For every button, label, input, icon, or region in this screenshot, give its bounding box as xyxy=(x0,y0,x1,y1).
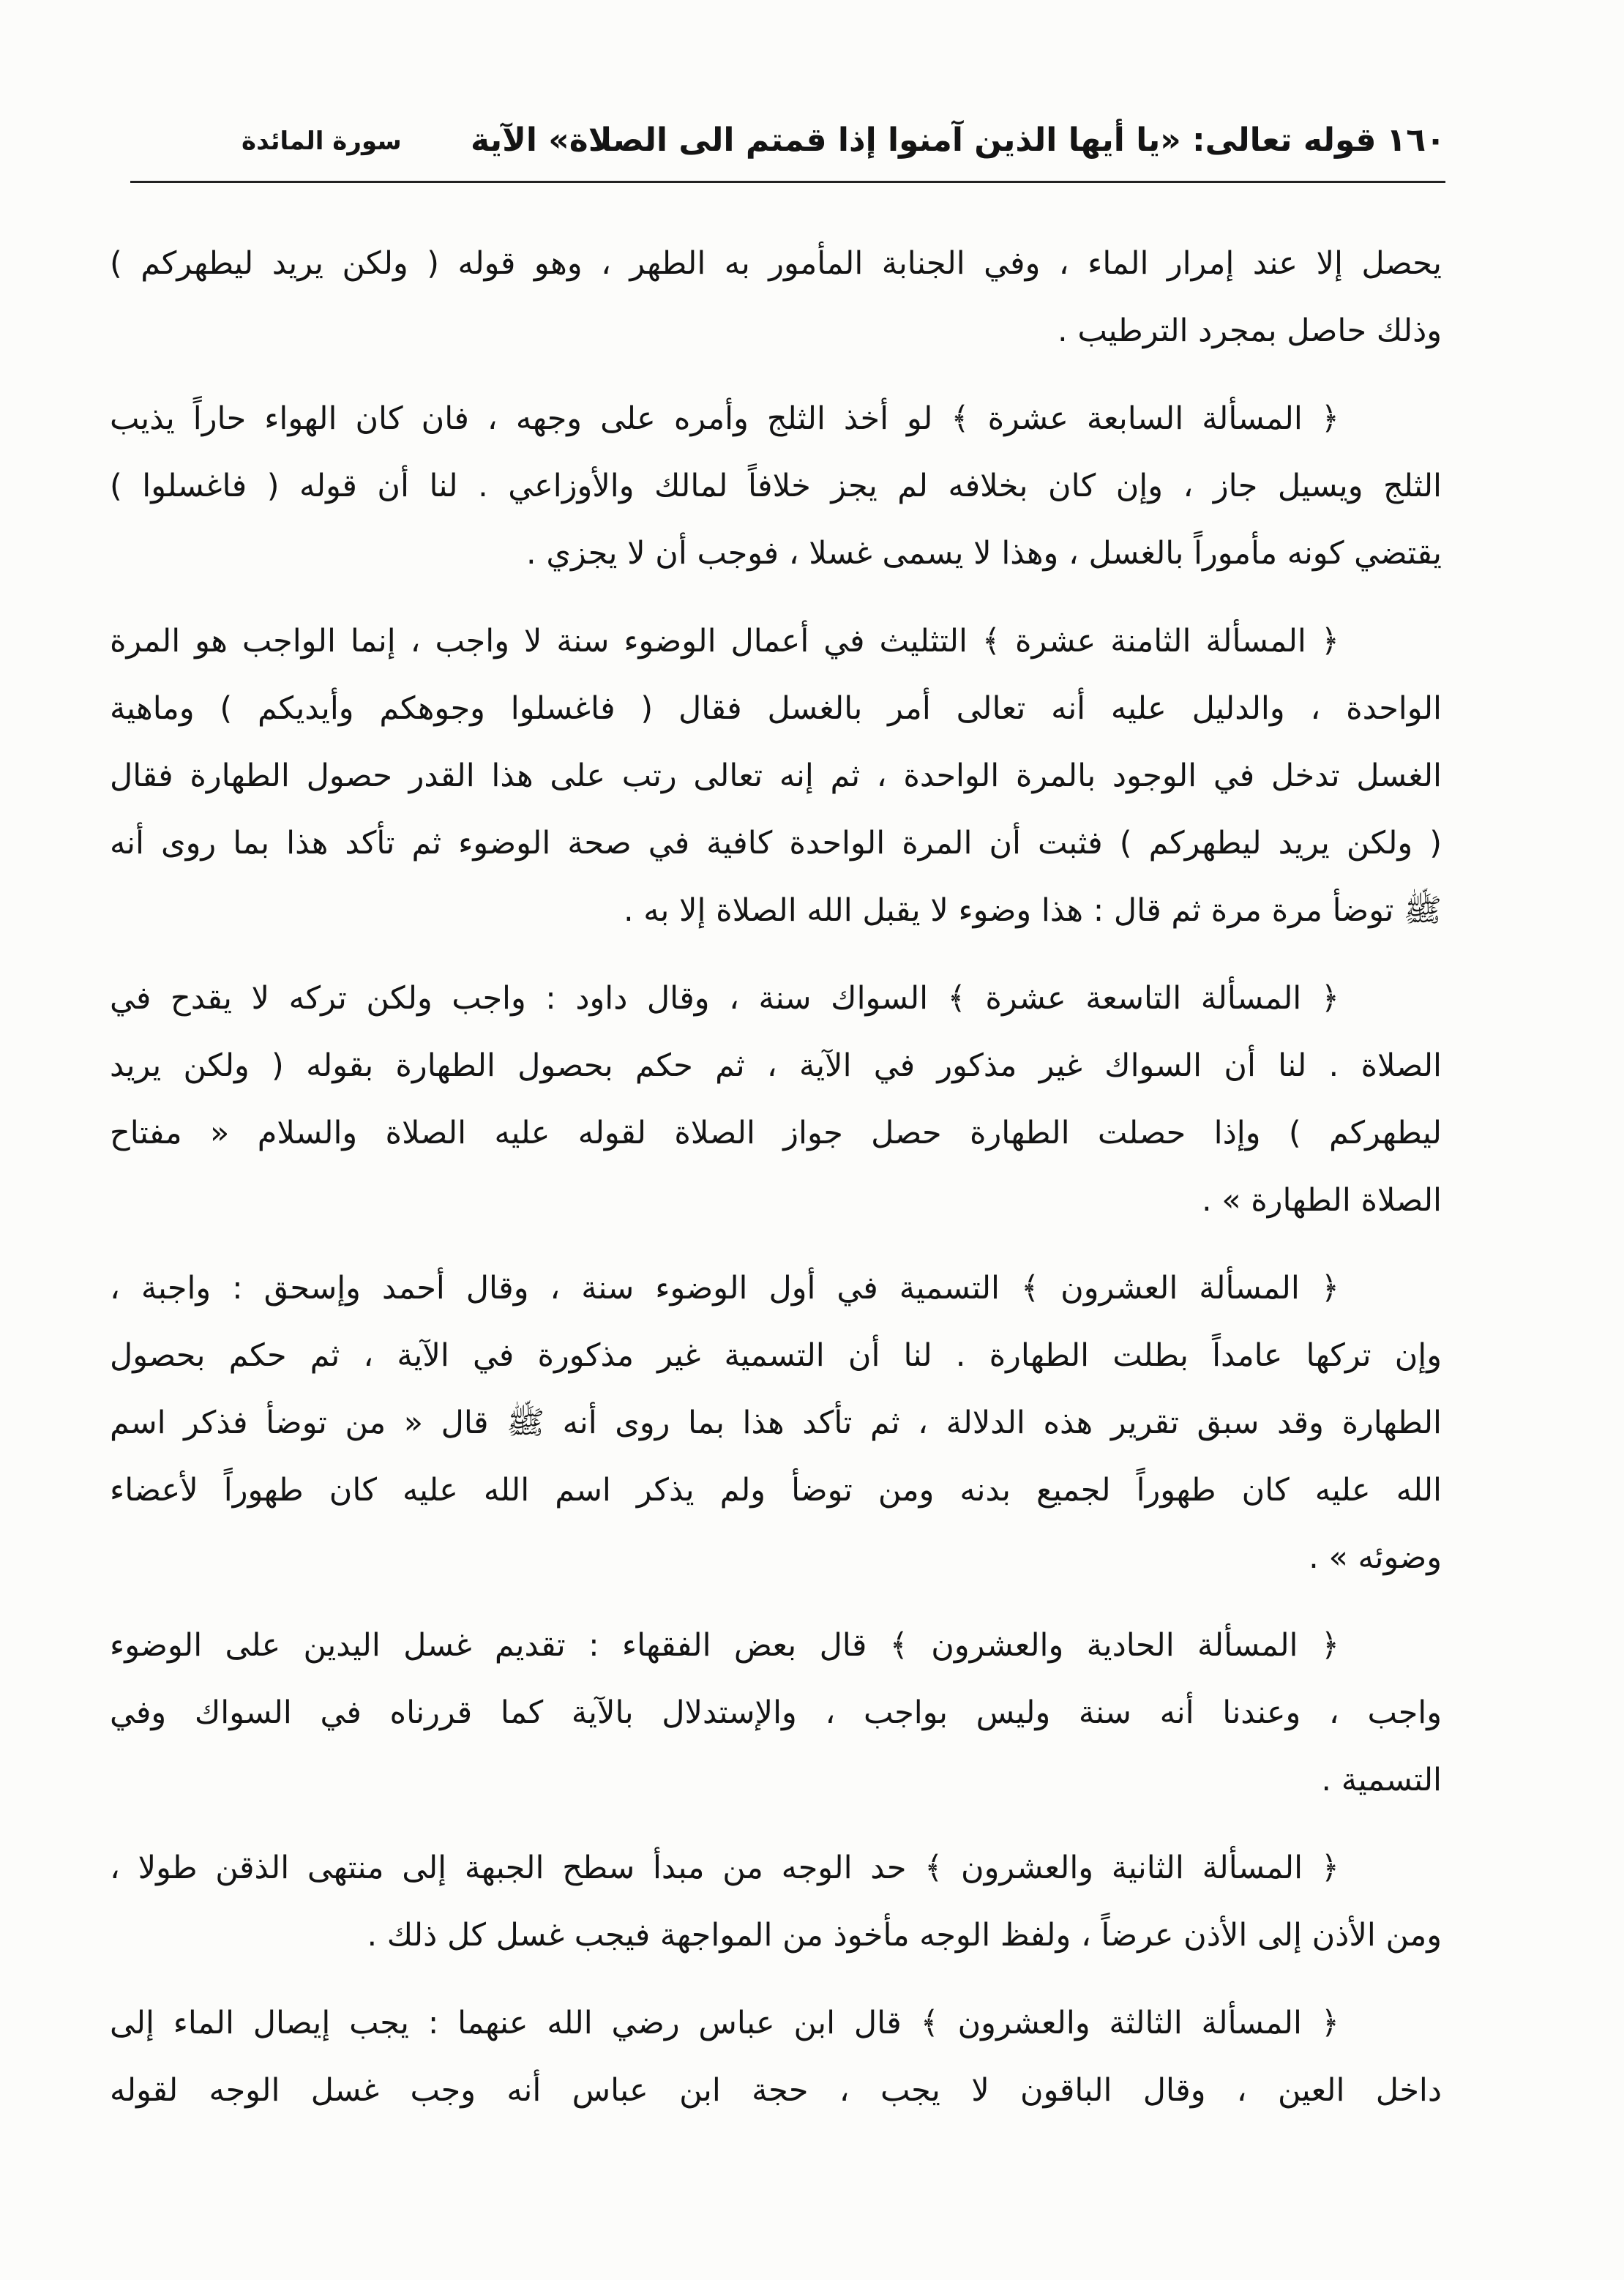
paragraph xyxy=(110,608,1442,944)
text-line: يقتضي كونه مأموراً بالغسل ، وهذا لا يسمى غسلا ، فوجب أن لا يجزي . xyxy=(526,535,1442,572)
text-line: يحصل إلا عند إمرار الماء ، وفي الجنابة المأمور به الطهر ، وهو قوله ( ولكن يريد ليطهركم ) xyxy=(110,245,1442,282)
text-line: ﴿ المسألة الثالثة والعشرون ﴾ قال ابن عباس رضي الله عنهما : يجب إيصال الماء إلى xyxy=(110,2005,1339,2041)
text-line: وإن تركها عامداً بطلت الطهارة . لنا أن التسمية غير مذكورة في الآية ، ثم حكم بحصول xyxy=(110,1337,1442,1374)
text-line: التسمية . xyxy=(1321,1762,1442,1798)
paragraph xyxy=(110,1612,1442,1814)
header-title: قوله تعالى: «يا أيها الذين آمنوا إذا قمتم الى الصلاة» الآية xyxy=(470,122,1377,159)
surah-name: سورة المائدة xyxy=(242,127,402,156)
text-line: وضوئه » . xyxy=(1309,1539,1442,1576)
paragraph xyxy=(110,965,1442,1234)
text-line: الواحدة ، والدليل عليه أنه تعالى أمر بالغسل فقال ( فاغسلوا وجوهكم وأيديكم ) وماهية xyxy=(110,690,1442,727)
text-line: الله عليه كان طهوراً لجميع بدنه ومن توضأ ولم يذكر اسم الله عليه كان طهوراً لأعضاء xyxy=(110,1472,1442,1509)
page-number: ١٦٠ xyxy=(1386,122,1445,159)
header-rule xyxy=(130,181,1445,183)
text-line: ﴿ المسألة الحادية والعشرون ﴾ قال بعض الفقهاء : تقديم غسل اليدين على الوضوء xyxy=(110,1627,1339,1664)
running-header xyxy=(471,114,1445,167)
text-line: وذلك حاصل بمجرد الترطيب . xyxy=(1058,313,1442,349)
text-line: داخل العين ، وقال الباقون لا يجب ، حجة ابن عباس أنه وجب غسل الوجه لقوله xyxy=(110,2072,1442,2109)
text-line: ﴿ المسألة العشرون ﴾ التسمية في أول الوضوء سنة ، وقال أحمد وإسحق : واجبة ، xyxy=(110,1270,1339,1307)
paragraph xyxy=(110,230,1442,365)
text-line: واجب ، وعندنا أنه سنة وليس بواجب ، والإستدلال بالآية كما قررناه في السواك وفي xyxy=(110,1694,1442,1731)
paragraph xyxy=(110,1255,1442,1591)
paragraph xyxy=(110,1834,1442,1969)
text-line: ﷺ توضأ مرة مرة ثم قال : هذا وضوء لا يقبل الله الصلاة إلا به . xyxy=(623,892,1442,929)
text-line: الصلاة . لنا أن السواك غير مذكور في الآية ، ثم حكم بحصول الطهارة بقوله ( ولكن يريد xyxy=(110,1047,1442,1084)
paragraph xyxy=(110,1989,1442,2124)
text-line: الثلج ويسيل جاز ، وإن كان بخلافه لم يجز خلافاً لمالك والأوزاعي . لنا أن قوله ( فاغسلوا ) xyxy=(110,468,1442,504)
text-line: ومن الأذن إلى الأذن عرضاً ، ولفظ الوجه مأخوذ من المواجهة فيجب غسل كل ذلك . xyxy=(367,1917,1442,1954)
page-body xyxy=(110,230,1442,2145)
text-line: الغسل تدخل في الوجود بالمرة الواحدة ، ثم إنه تعالى رتب على هذا القدر حصول الطهارة فقال xyxy=(110,758,1442,794)
paragraph xyxy=(110,385,1442,587)
text-line: ليطهركم ) وإذا حصلت الطهارة حصل جواز الصلاة لقوله عليه الصلاة والسلام « مفتاح xyxy=(110,1115,1442,1151)
text-line: ﴿ المسألة التاسعة عشرة ﴾ السواك سنة ، وقال داود : واجب ولكن تركه لا يقدح في xyxy=(110,980,1339,1017)
text-line: ﴿ المسألة الثانية والعشرون ﴾ حد الوجه من مبدأ سطح الجبهة إلى منتهى الذقن طولا ، xyxy=(110,1850,1339,1886)
text-line: الصلاة الطهارة » . xyxy=(1201,1182,1442,1219)
text-line: ﴿ المسألة السابعة عشرة ﴾ لو أخذ الثلج وأمره على وجهه ، فان كان الهواء حاراً يذيب xyxy=(110,400,1339,437)
text-line: ﴿ المسألة الثامنة عشرة ﴾ التثليث في أعمال الوضوء سنة لا واجب ، إنما الواجب هو المرة xyxy=(110,623,1339,659)
text-line: الطهارة وقد سبق تقرير هذه الدلالة ، ثم تأكد هذا بما روى أنه ﷺ قال « من توضأ فذكر اسم xyxy=(110,1405,1442,1441)
text-line: ( ولكن يريد ليطهركم ) فثبت أن المرة الواحدة كافية في صحة الوضوء ثم تأكد هذا بما روى أنه xyxy=(110,825,1442,861)
